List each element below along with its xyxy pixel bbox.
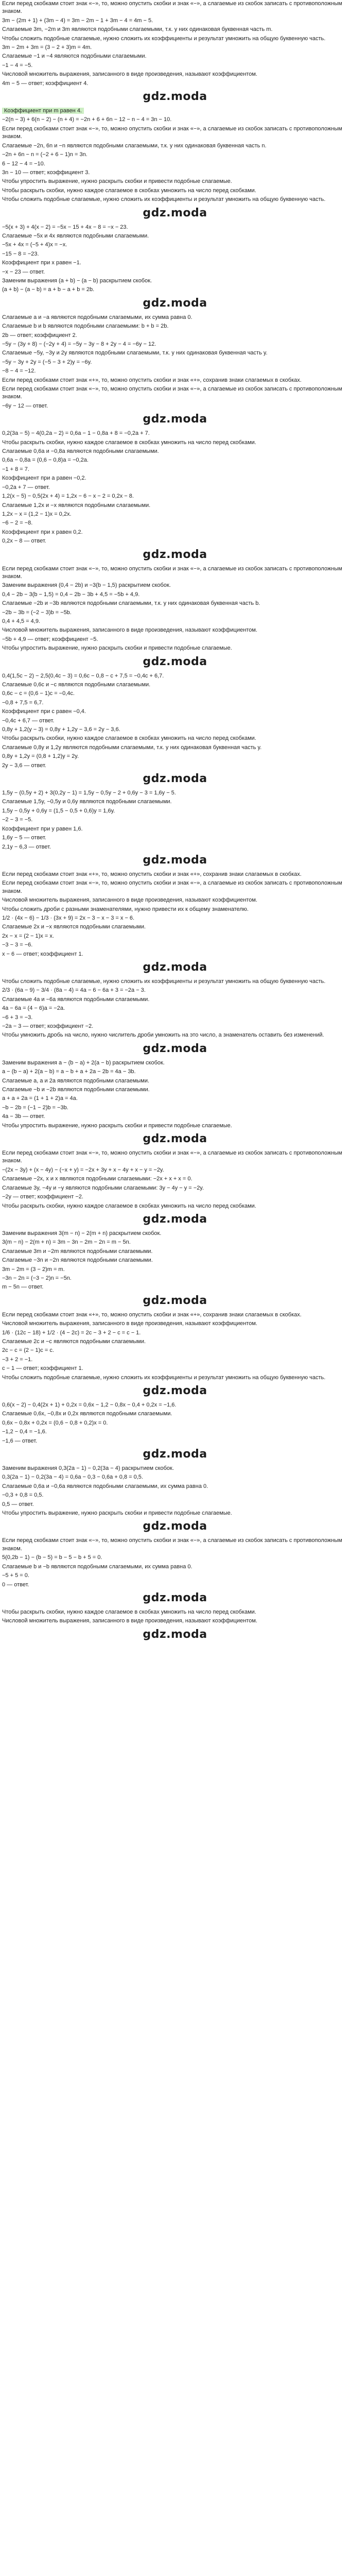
text-line: −0,4c + 6,7 — ответ. [2,717,55,724]
watermark-logo: gdz.moda [143,413,207,426]
text-line: 4a − 6a = (4 − 6)a = −2a. [2,1005,65,1012]
text-line: Слагаемые a, a и 2a являются подобными слагаемыми. [2,1077,150,1084]
text-line: Слагаемые −5x и 4x являются подобными слагаемыми. [2,232,149,239]
text-line: Числовой множитель выражения, записанного в виде произведения, называют коэффициентом. [2,1618,257,1624]
text-line: Чтобы упростить выражение, нужно раскрыть скобки и привести подобные слагаемые. [2,645,232,652]
text-line: −3 − 3 = −6. [2,942,33,948]
text-line: Слагаемые −2b и −3b являются подобными слагаемыми, т.к. у них одинаковая буквенная часть b. [2,600,260,607]
watermark-logo: gdz.moda [143,1042,207,1055]
text-line: 1,5y − 0,5y + 0,6y = (1,5 − 0,5 + 0,6)y = 1,6y. [2,807,115,814]
text-line: Слагаемые 3m, −2m и 3m являются подобными слагаемыми, т.к. у них одинаковая буквенная часть m. [2,26,273,33]
text-line: −0,3 + 0,8 = 0,5. [2,1492,44,1499]
text-line: 1,2(x − 5) − 0,5(2x + 4) = 1,2x − 6 − x − 2 = 0,2x − 8. [2,493,134,500]
text-line: Слагаемые 3y, −4y и −y являются подобными слагаемыми: 3y − 4y − y = −2y. [2,1184,204,1191]
text-line: Слагаемые 0,6a и −0,8a являются подобными слагаемыми. [2,448,159,455]
text-line: 0,8y + 1,2(y − 3) = 0,8y + 1,2y − 3,6 = 2y − 3,6. [2,726,120,733]
text-line: −2 − 3 = −5. [2,817,33,823]
text-line: −1,6 — ответ. [2,1437,38,1444]
text-line: Чтобы сложить подобные слагаемые, нужно сложить их коэффициенты и результат умножить на общую буквенную часть. [2,978,326,985]
text-line: Если перед скобками стоит знак «−», то, можно опустить скобки и знак «−», а слагаемые из скобок записать с противоположным знаком. [2,1150,342,1164]
text-line: 1,2x − x = (1,2 − 1)x = 0,2x. [2,511,72,517]
text-line: −3n − 2n = (−3 − 2)n = −5n. [2,1275,72,1281]
text-line: 0,6x − 0,8x + 0,2x = (0,6 − 0,8 + 0,2)x = 0. [2,1419,108,1426]
text-line: Чтобы сложить дроби с разными знаменателями, нужно привести их к общему знаменателю. [2,906,249,912]
text-line: Слагаемые a и −a являются подобными слагаемыми, их сумма равна 0. [2,314,192,320]
text-line: Заменим выражения 0,3(2a − 1) − 0,2(3a − 4) раскрытием скобок. [2,1465,174,1472]
text-line: Числовой множитель выражения, записанного в виде произведения, называют коэффициентом. [2,1320,257,1327]
text-line: Слагаемые 0,6a и −0,6a являются подобными слагаемыми, их сумма равна 0. [2,1483,208,1489]
watermark-logo: gdz.moda [143,853,207,867]
watermark-logo: gdz.moda [143,1591,207,1604]
text-line: Коэффициент при x равен −1. [2,260,81,266]
text-line: Коэффициент при y равен 1,6. [2,825,83,832]
text-line: Слагаемые b и b являются подобными слагаемыми: b + b = 2b. [2,323,169,330]
text-line: 0 — ответ. [2,1581,29,1588]
text-line: −1 + 8 = 7. [2,466,29,472]
text-line: 0,4 + 4,5 = 4,9. [2,618,41,624]
text-line: Если перед скобками стоит знак «−», то, можно опустить скобки и знак «−», а слагаемые из скобок записать с противоположным знаком. [2,565,342,580]
text-line: 3n − 10 — ответ; коэффициент 3. [2,169,90,176]
text-line: −3 + 2 = −1. [2,1356,33,1363]
text-line: Слагаемые −b и −2b являются подобными слагаемыми. [2,1087,150,1093]
text-line: 1/6 · (12c − 18) + 1/2 · (4 − 2c) = 2c − 3 + 2 − c = c − 1. [2,1329,141,1336]
text-line: Слагаемые 2x и −x являются подобными слагаемыми. [2,924,146,930]
answer-highlight: Коэффициент при m равен 4. [2,108,84,114]
text-line: −(2x − 3y) + (x − 4y) − (−x + y) = −2x + 3y + x − 4y + x − y = −2y. [2,1166,164,1173]
watermark-logo: gdz.moda [143,1384,207,1397]
text-line: −6 + 3 = −3. [2,1014,33,1021]
text-line: Слагаемые −1 и −4 являются подобными слагаемыми. [2,53,147,60]
text-line: Коэффициент при c равен −0,4. [2,708,86,715]
text-line: −b − 2b = (−1 − 2)b = −3b. [2,1104,68,1111]
text-line: Если перед скобками стоит знак «−», то, можно опустить скобки и знак «−», а слагаемые из скобок записать с противоположным знаком. [2,1,342,15]
text-line: Если перед скобками стоит знак «−», то, можно опустить скобки и знак «−», а слагаемые из скобок записать с противоположным знаком. [2,880,342,894]
text-line: −5 + 5 = 0. [2,1572,29,1579]
text-line: Заменим выражения 3(m − n) − 2(m + n) раскрытием скобок. [2,1230,162,1236]
text-line: Слагаемые 4a и −6a являются подобными слагаемыми. [2,996,150,1003]
text-line: 0,6a − 0,8a = (0,6 − 0,8)a = −0,2a. [2,457,89,464]
text-line: 0,2x − 8 — ответ. [2,538,46,545]
text-line: Слагаемые 1,2x и −x являются подобными слагаемыми. [2,502,151,509]
text-line: 0,8y + 1,2y = (0,8 + 1,2)y = 2y. [2,753,79,760]
text-line: −6 − 2 = −8. [2,520,33,527]
text-line: x − 6 — ответ; коэффициент 1. [2,951,83,957]
text-line: 3(m − n) − 2(m + n) = 3m − 3n − 2m − 2n = m − 5n. [2,1239,131,1246]
text-line: Слагаемые 0,6c и −c являются подобными слагаемыми. [2,682,151,688]
text-line: Если перед скобками стоит знак «+», то, можно опустить скобки и знак «+», сохранив знаки слагаемых в скобках. [2,871,302,877]
text-line: Чтобы раскрыть скобки, нужно каждое слагаемое в скобках умножить на число перед скобками. [2,1608,256,1615]
watermark-logo: gdz.moda [143,1628,207,1641]
text-line: −1,2 − 0,4 = −1,6. [2,1429,47,1435]
text-line: 0,5 — ответ. [2,1501,34,1507]
text-line: Если перед скобками стоит знак «+», то, можно опустить скобки и знак «+», сохранив знаки слагаемых в скобках. [2,1311,302,1318]
text-line: Слагаемые −5y, −3y и 2y являются подобными слагаемыми, т.к. у них одинаковая буквенная часть y. [2,350,268,357]
text-line: Слагаемые 0,8y и 1,2y являются подобными слагаемыми, т.к. у них одинаковая буквенная часть y. [2,744,262,751]
text-line: 5(0,2b − 1) − (b − 5) = b − 5 − b + 5 = 0. [2,1554,102,1561]
text-line: Чтобы сложить подобные слагаемые, нужно сложить их коэффициенты и результат умножить на общую буквенную часть. [2,35,326,42]
text-line: −6y − 12 — ответ. [2,402,48,409]
text-line: 6 − 12 − 4 = −10. [2,160,45,167]
text-line: Если перед скобками стоит знак «−», то, можно опустить скобки и знак «−», а слагаемые из скобок записать с противоположным знаком. [2,386,342,400]
text-line: a − (b − a) + 2(a − b) = a − b + a + 2a − 2b = 4a − 3b. [2,1069,136,1075]
watermark-logo: gdz.moda [143,960,207,974]
text-line: Заменим выражения a − (b − a) + 2(a − b) раскрытием скобок. [2,1059,165,1066]
text-line: 2/3 · (6a − 9) − 3/4 · (8a − 4) = 4a − 6 − 6a + 3 = −2a − 3. [2,987,146,994]
text-line: 1/2 · (4x − 6) − 1/3 · (3x + 9) = 2x − 3 − x − 3 = x − 6. [2,914,135,921]
watermark-logo: gdz.moda [143,655,207,668]
text-line: Слагаемые −2x, x и x являются подобными слагаемыми: −2x + x + x = 0. [2,1176,192,1182]
text-line: Слагаемые 3m и −2m являются подобными слагаемыми. [2,1248,153,1255]
text-line: Слагаемые b и −b являются подобными слагаемыми, их сумма равна 0. [2,1563,192,1570]
text-line: −2a − 3 — ответ; коэффициент −2. [2,1023,94,1029]
text-line: 0,3(2a − 1) − 0,2(3a − 4) = 0,6a − 0,3 − 0,6a + 0,8 = 0,5. [2,1474,143,1481]
text-line: −1 − 4 = −5. [2,62,33,69]
text-line: Чтобы раскрыть скобки, нужно каждое слагаемое в скобках умножить на число перед скобками. [2,439,256,446]
text-line: 0,4 − 2b − 3(b − 1,5) = 0,4 − 2b − 3b + 4,5 = −5b + 4,9. [2,591,140,598]
text-line: Чтобы раскрыть скобки, нужно каждое слагаемое в скобках умножить на число перед скобками. [2,735,256,742]
text-line: 3m − 2m + 3m = (3 − 2 + 3)m = 4m. [2,44,92,51]
text-line: 0,2(3a − 5) − 4(0,2a − 2) = 0,6a − 1 − 0,8a + 8 = −0,2a + 7. [2,430,150,437]
text-line: Коэффициент при x равен 0,2. [2,529,83,535]
text-line: Чтобы упростить выражение, нужно раскрыть скобки и привести подобные слагаемые. [2,1122,232,1129]
text-line: Чтобы упростить выражение, нужно раскрыть скобки и привести подобные слагаемые. [2,178,232,185]
text-line: −5(x + 3) + 4(x − 2) = −5x − 15 + 4x − 8 = −x − 23. [2,224,128,230]
text-line: Коэффициент при a равен −0,2. [2,475,86,482]
text-line: −2b − 3b = (−2 − 3)b = −5b. [2,609,72,616]
text-line: Числовой множитель выражения, записанного в виде произведения, называют коэффициентом. [2,71,257,78]
text-line: Если перед скобками стоит знак «−», то, можно опустить скобки и знак «−», а слагаемые из скобок записать с противоположным знаком. [2,1537,342,1552]
watermark-logo: gdz.moda [143,206,207,219]
text-line: Слагаемые 2c и −c являются подобными слагаемыми. [2,1338,146,1345]
text-line: 4m − 5 — ответ; коэффициент 4. [2,80,89,87]
watermark-logo: gdz.moda [143,296,207,310]
text-line: −8 − 4 = −12. [2,368,36,375]
text-line [2,107,348,115]
watermark-logo: gdz.moda [143,1448,207,1461]
text-line: 3m − 2m = (3 − 2)m = m. [2,1266,65,1273]
text-line: Числовой множитель выражения, записанного в виде произведения, называют коэффициентом. [2,897,257,904]
text-line: 2b — ответ; коэффициент 2. [2,332,77,338]
watermark-logo: gdz.moda [143,772,207,786]
text-line: −15 − 8 = −23. [2,250,39,257]
text-line: −x − 23 — ответ. [2,268,45,275]
text-line: Слагаемые 1,5y, −0,5y и 0,6y являются подобными слагаемыми. [2,799,172,805]
text-line: Слагаемые 0,6x, −0,8x и 0,2x являются подобными слагаемыми. [2,1411,172,1417]
watermark-logo: gdz.moda [143,1212,207,1226]
text-line: −0,2a + 7 — ответ. [2,484,50,490]
text-line: Чтобы упростить выражение, нужно раскрыть скобки и привести подобные слагаемые. [2,1510,232,1517]
watermark-logo: gdz.moda [143,548,207,561]
text-line: −2(n − 3) + 6(n − 2) − (n + 4) = −2n + 6 + 6n − 12 − n − 4 = 3n − 10. [2,116,172,123]
watermark-logo: gdz.moda [143,1520,207,1533]
text-line: −5b + 4,9 — ответ; коэффициент −5. [2,636,98,642]
text-line: 0,4(1,5c − 2) − 2,5(0,4c − 3) = 0,6c − 0,8 − c + 7,5 = −0,4c + 6,7. [2,672,164,679]
watermark-logo: gdz.moda [143,1294,207,1307]
text-line: Слагаемые −3n и −2n являются подобными слагаемыми. [2,1257,153,1264]
text-line: c − 1 — ответ; коэффициент 1. [2,1365,83,1372]
text-line: Чтобы сложить подобные слагаемые, нужно сложить их коэффициенты и результат умножить на общую буквенную часть. [2,196,326,203]
watermark-logo: gdz.moda [143,90,207,104]
text-line: −0,8 + 7,5 = 6,7. [2,699,44,706]
text-line: Чтобы раскрыть скобки, нужно каждое слагаемое в скобках умножить на число перед скобками. [2,187,256,194]
text-line: −2n + 6n − n = (−2 + 6 − 1)n = 3n. [2,151,87,158]
text-line: (a + b) − (a − b) = a + b − a + b = 2b. [2,286,95,293]
text-line: Чтобы сложить подобные слагаемые, нужно сложить их коэффициенты и результат умножить на общую буквенную часть. [2,1374,326,1381]
text-line: Чтобы раскрыть скобки, нужно каждое слагаемое в скобках умножить на число перед скобками. [2,1202,256,1209]
text-line: −2y — ответ; коэффициент −2. [2,1194,83,1200]
text-line: Если перед скобками стоит знак «−», то, можно опустить скобки и знак «−», а слагаемые из скобок записать с противоположным знаком. [2,125,342,140]
text-line: −5y − 3y + 2y = (−5 − 3 + 2)y = −6y. [2,359,92,365]
text-line: 4a − 3b — ответ. [2,1113,45,1120]
text-line: 2,1y − 6,3 — ответ. [2,843,51,850]
text-line: 2c − c = (2 − 1)c = c. [2,1347,54,1354]
text-line: Чтобы умножить дробь на число, нужно числитель дроби умножить на это число, а знаменатель оставить без изменений. [2,1032,324,1039]
text-line: a + a + 2a = (1 + 1 + 2)a = 4a. [2,1095,78,1102]
text-line: 3m − (2m + 1) + (3m − 4) = 3m − 2m − 1 + 3m − 4 = 4m − 5. [2,17,153,24]
text-line: Заменим выражения (0,4 − 2b) и −3(b − 1,5) раскрытием скобок. [2,582,171,589]
text-line: 2y − 3,6 — ответ. [2,762,46,769]
text-line: −5x + 4x = (−5 + 4)x = −x. [2,242,67,248]
text-line: 0,6(x − 2) − 0,4(2x + 1) + 0,2x = 0,6x − 1,2 − 0,8x − 0,4 + 0,2x = −1,6. [2,1402,177,1408]
text-line: −5y − (3y + 8) − (−2y + 4) = −5y − 3y − 8 + 2y − 4 = −6y − 12. [2,341,156,347]
text-line: 2x − x = (2 − 1)x = x. [2,933,54,939]
text-line: 0,6c − c = (0,6 − 1)c = −0,4c. [2,690,75,697]
text-line: 1,5y − (0,5y + 2) + 3(0,2y − 1) = 1,5y − 0,5y − 2 + 0,6y − 3 = 1,6y − 5. [2,790,176,796]
watermark-logo: gdz.moda [143,1132,207,1146]
text-line: Если перед скобками стоит знак «+», то, можно опустить скобки и знак «+», сохранив знаки слагаемых в скобках. [2,377,302,383]
text-line: Слагаемые −2n, 6n и −n являются подобными слагаемыми, т.к. у них одинаковая буквенная часть n. [2,142,267,149]
text-line: Заменим выражения (a + b) − (a − b) раскрытием скобок. [2,277,152,284]
text-line: m − 5n — ответ. [2,1284,44,1291]
text-line: Числовой множитель выражения, записанного в виде произведения, называют коэффициентом. [2,627,257,634]
text-line: 1,6y − 5 — ответ. [2,835,46,841]
